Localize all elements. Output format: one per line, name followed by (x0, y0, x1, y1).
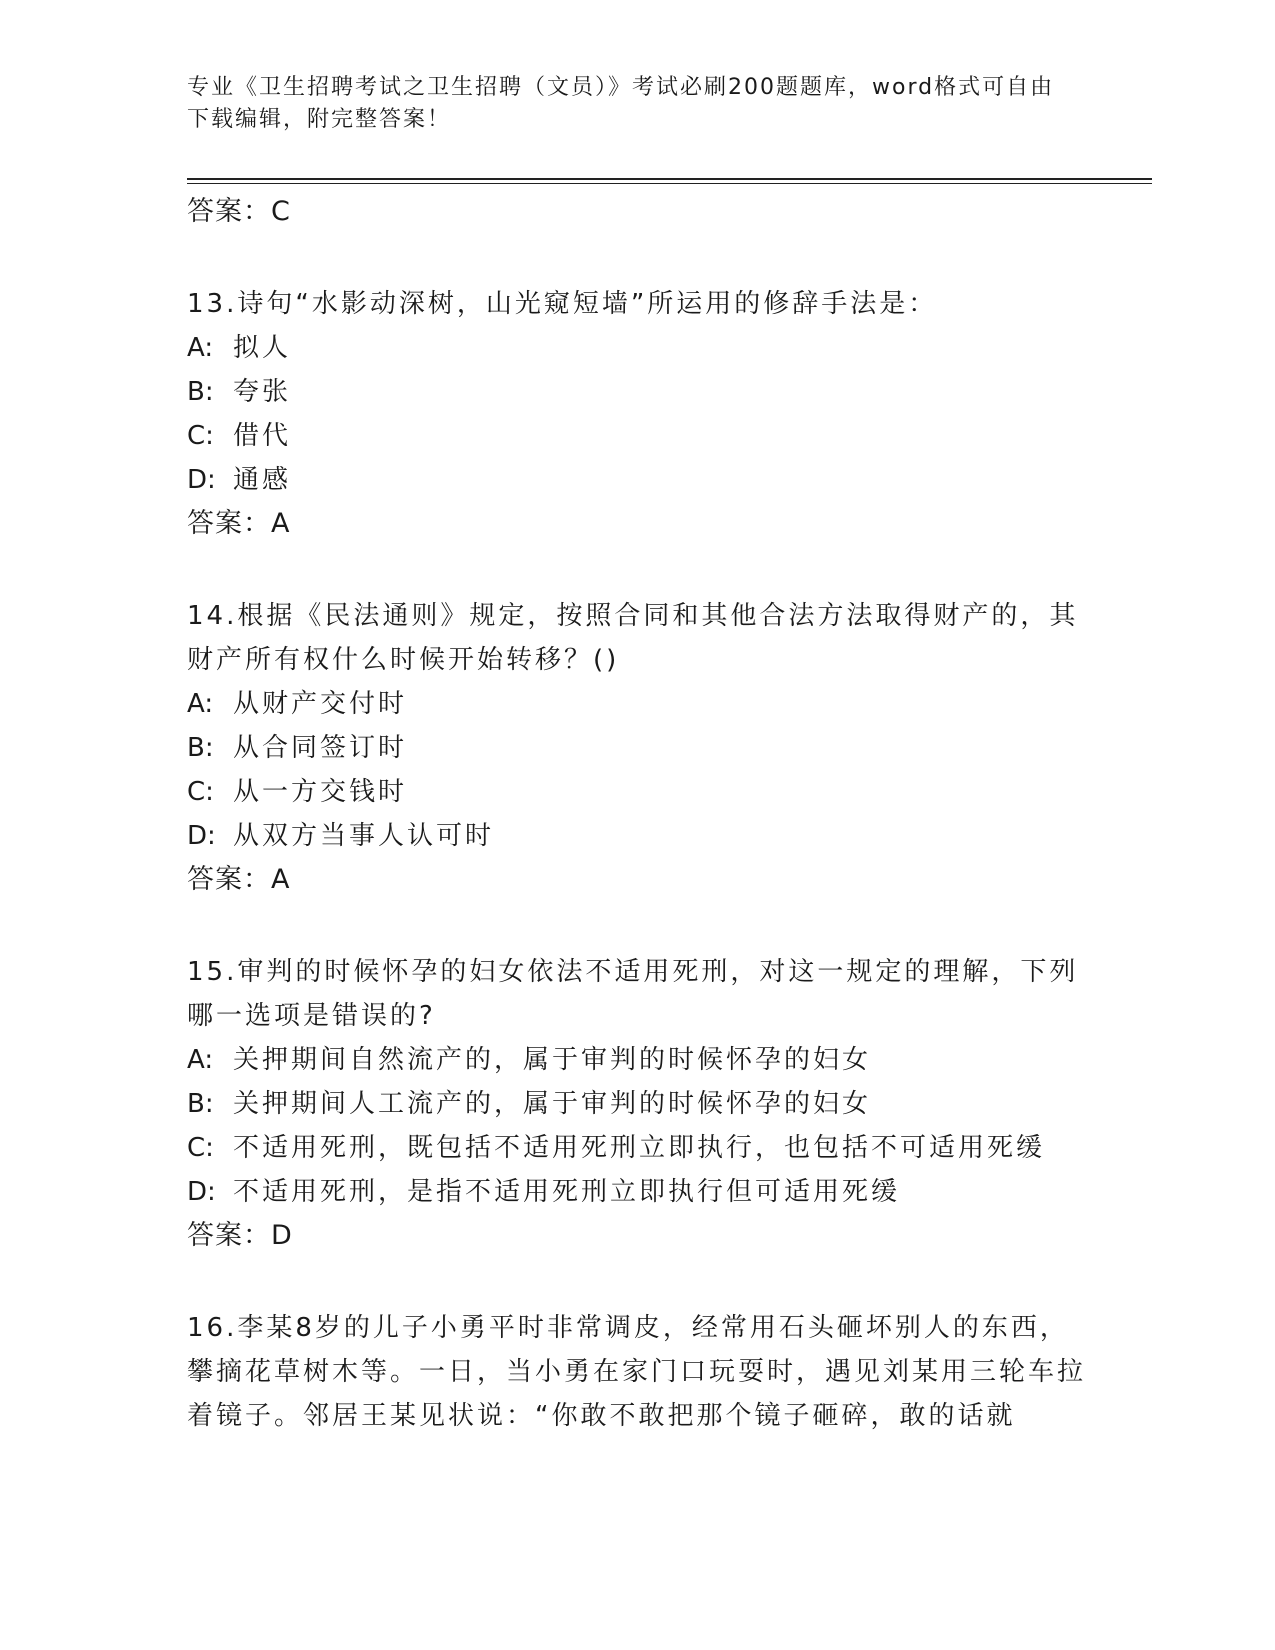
option-text: 关押期间人工流产的，属于审判的时候怀孕的妇女 (233, 1089, 872, 1119)
option-c (187, 414, 1087, 458)
answer-line: 答案：D (187, 1220, 293, 1251)
option-text: 从财产交付时 (233, 689, 408, 719)
option-text: 通感 (233, 465, 292, 495)
option-a (187, 682, 1087, 726)
option-d (187, 458, 1087, 502)
answer-line: 答案：A (187, 864, 291, 895)
previous-answer: 答案：C (187, 196, 291, 227)
question-text: 14.根据《民法通则》规定，按照合同和其他合法方法取得财产的，其财产所有权什么时候开始转移？() (187, 601, 1079, 675)
option-d (187, 1170, 1087, 1214)
option-d (187, 814, 1087, 858)
option-a (187, 1038, 1087, 1082)
option-text: 从双方当事人认可时 (233, 821, 495, 851)
option-text: 从一方交钱时 (233, 777, 408, 807)
question-text: 13.诗句“水影动深树，山光窥短墙”所运用的修辞手法是： (187, 289, 938, 319)
option-key: B: (187, 1089, 214, 1119)
option-key: C: (187, 777, 214, 807)
option-key: D: (187, 465, 216, 495)
option-key: C: (187, 1133, 214, 1163)
option-text: 不适用死刑，既包括不适用死刑立即执行，也包括不可适用死缓 (233, 1133, 1046, 1163)
question-14 (187, 594, 1087, 902)
option-key: B: (187, 377, 214, 407)
option-text: 关押期间自然流产的，属于审判的时候怀孕的妇女 (233, 1045, 872, 1075)
option-c (187, 770, 1087, 814)
question-text: 15.审判的时候怀孕的妇女依法不适用死刑，对这一规定的理解，下列哪一选项是错误的? (187, 957, 1079, 1031)
option-text: 借代 (233, 421, 292, 451)
option-a (187, 326, 1087, 370)
header-rule-thick (187, 178, 1152, 180)
option-b (187, 1082, 1087, 1126)
page-header: 专业《卫生招聘考试之卫生招聘（文员）》考试必刷200题题库，word格式可自由下载编辑，附完整答案！ (187, 75, 1055, 132)
question-text: 16.李某8岁的儿子小勇平时非常调皮，经常用石头砸坏别人的东西，攀摘花草树木等。一日，当小勇在家门口玩耍时，遇见刘某用三轮车拉着镜子。邻居王某见状说：“你敢不敢把那个镜子砸碎，敢的话就 (187, 1313, 1087, 1431)
option-text: 从合同签订时 (233, 733, 408, 763)
option-key: D: (187, 821, 216, 851)
option-key: C: (187, 421, 214, 451)
question-16 (187, 1306, 1087, 1438)
answer-line: 答案：A (187, 508, 291, 539)
option-text: 拟人 (233, 333, 292, 363)
option-key: D: (187, 1177, 216, 1207)
option-c (187, 1126, 1087, 1170)
option-key: A: (187, 1045, 214, 1075)
option-b (187, 370, 1087, 414)
question-15 (187, 950, 1087, 1258)
question-list (187, 190, 1087, 1438)
question-13 (187, 282, 1087, 546)
option-text: 夸张 (233, 377, 292, 407)
option-b (187, 726, 1087, 770)
option-text: 不适用死刑，是指不适用死刑立即执行但可适用死缓 (233, 1177, 901, 1207)
option-key: A: (187, 689, 214, 719)
header-rule-thin (187, 183, 1152, 184)
option-key: A: (187, 333, 214, 363)
option-key: B: (187, 733, 214, 763)
